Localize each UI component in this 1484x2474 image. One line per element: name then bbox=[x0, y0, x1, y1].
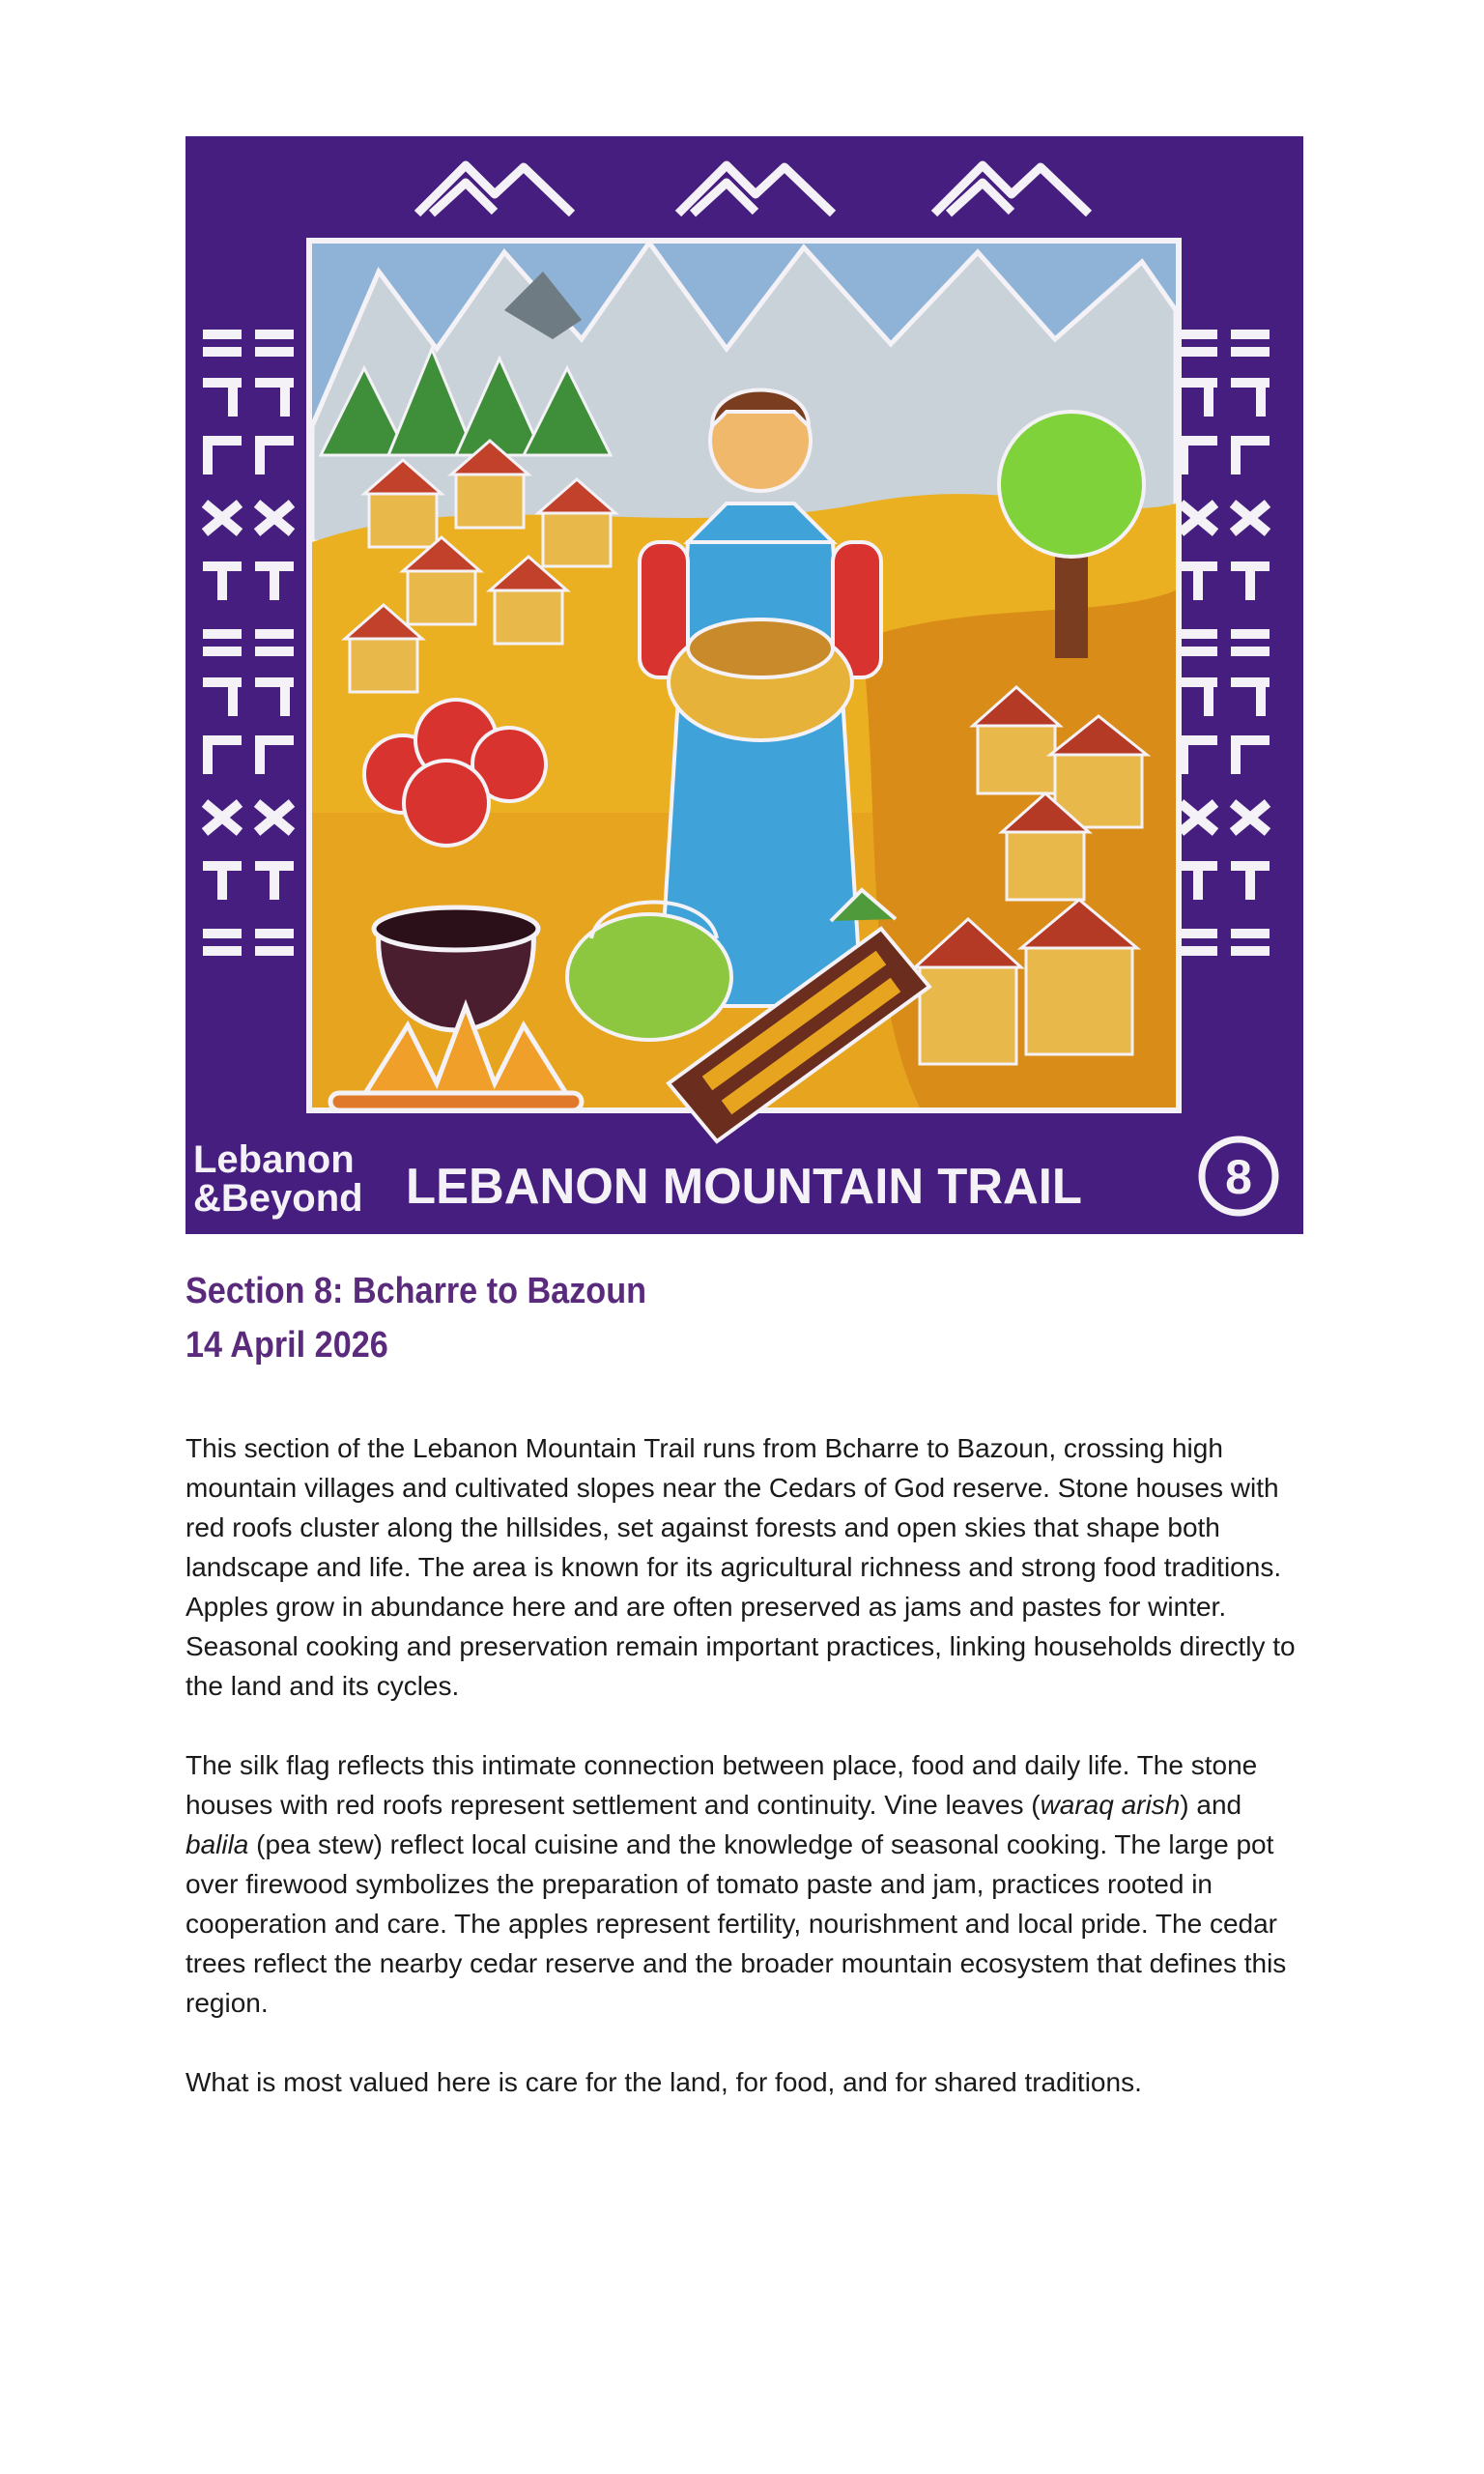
term-waraq-arish: waraq arish bbox=[1040, 1790, 1181, 1820]
term-balila: balila bbox=[186, 1829, 249, 1859]
paragraph-2-part-3: (pea stew) reflect local cuisine and the knowledge of seasonal cooking. The large pot over firewood symbolizes the preparation of tomato paste and jam, practices rooted in cooperation and care. The apples represent fertility, nourishment and local pride. The cedar trees reflect the nearby cedar reserve and the broader mountain ecosystem that defines this region. bbox=[186, 1829, 1287, 2018]
paragraph-2-part-2: ) and bbox=[1180, 1790, 1242, 1820]
section-heading bbox=[186, 1264, 1194, 1372]
paragraph-3: What is most valued here is care for the land, for food, and for shared traditions. bbox=[186, 2067, 1142, 2097]
artist-signature-line2: &Beyond bbox=[193, 1177, 363, 1220]
section-title: Section 8: Bcharre to Bazoun bbox=[186, 1271, 646, 1311]
paragraph-1: This section of the Lebanon Mountain Trail runs from Bcharre to Bazoun, crossing high mountain villages and cultivated slopes near the Cedars of God reserve. Stone houses with red roofs cluster along the hillsides, set against forests and open skies that shape both landscape and life. The area is known for its agricultural richness and strong food traditions. Apples grow in abundance here and are often preserved as jams and pastes for winter. Seasonal cooking and preservation remain important practices, linking households directly to the land and its cycles. bbox=[186, 1433, 1296, 1701]
banner-text: LEBANON MOUNTAIN TRAIL bbox=[406, 1159, 1082, 1215]
section-date: 14 April 2026 bbox=[186, 1325, 388, 1366]
paragraph-2-part-1: The silk flag reflects this intimate connection between place, food and daily life. The stone houses with red roofs represent settlement and continuity. Vine leaves ( bbox=[186, 1750, 1258, 1820]
section-number: 8 bbox=[1225, 1150, 1252, 1204]
section-description bbox=[186, 1428, 1306, 2142]
paragraph-2 bbox=[186, 1745, 1306, 2023]
artist-signature-line1: Lebanon bbox=[193, 1138, 355, 1181]
silk-flag-artwork bbox=[186, 136, 1303, 1234]
